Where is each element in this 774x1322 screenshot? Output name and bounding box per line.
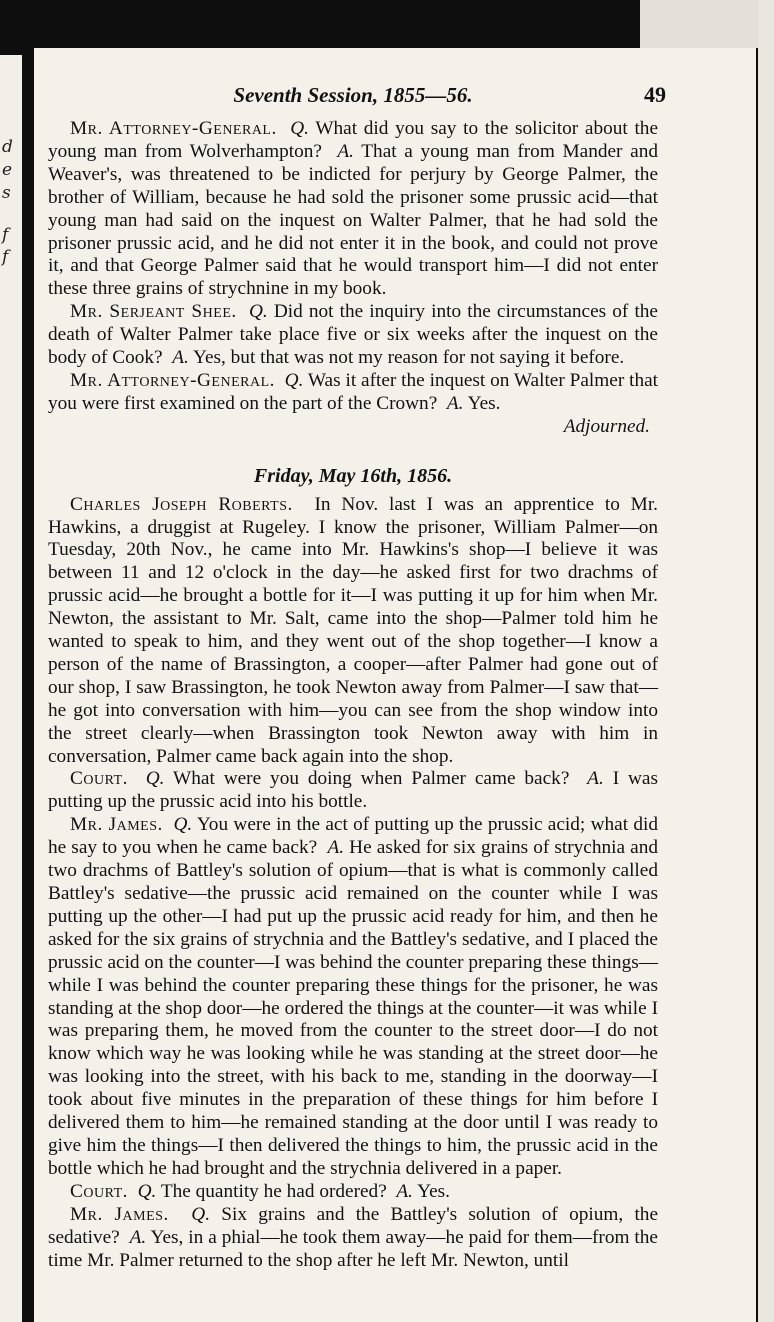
previous-page-fragment: f xyxy=(2,247,9,267)
witness-statement xyxy=(48,494,658,769)
question-text: Six grains and the Battley's solution of opium, the sedative? xyxy=(48,1203,659,1248)
question-marker: Q. xyxy=(191,1203,211,1225)
page-number: 49 xyxy=(644,82,666,107)
answer-text: Yes. xyxy=(417,1180,451,1202)
answer-text: I was putting up the prussic acid into his bottle. xyxy=(48,768,658,813)
running-head: Seventh Session, 1855—56. xyxy=(233,83,473,107)
answer-marker: A. xyxy=(172,347,189,369)
question-text: You were in the act of putting up the prussic acid; what did he say to you when he came back? xyxy=(48,814,659,859)
question-marker: Q. xyxy=(173,814,193,836)
page-edge-top xyxy=(640,0,774,48)
answer-marker: A. xyxy=(327,837,345,859)
previous-page-fragment: d xyxy=(2,137,13,157)
testimony-paragraph xyxy=(48,1204,658,1273)
speaker-name: Mr. Attorney-General. xyxy=(70,118,277,139)
answer-text: That a young man from Mander and Weaver's, was threatened to be indicted for perjury by George Palmer, the brother of William, because he had sold the prisoner some prussic acid—that young man had said on the inquest on Walter Palmer, that he had sold the prisoner prussic acid, and he did not enter it in the book, and could not prove it, and that George Palmer said that he would transport him—I did not enter these three grains of strychnine in my book. xyxy=(48,140,659,300)
previous-page-fragment: s xyxy=(2,183,11,203)
speaker-name: Mr. Attorney-General. xyxy=(70,369,275,391)
witness-text: In Nov. last I was an apprentice to Mr. Hawkins, a druggist at Rugeley. I know the prisoner, William Palmer—on Tuesday, 20th Nov., he came into Mr. Hawkins's shop—I believe it was between 11 and 12 o'clock in the day—he asked first for two drachms of prussic acid—he brought a bottle for it—I was putting it up for him when Mr. Newton, the assistant to Mr. Salt, came into the shop—Palmer told him he wanted to speak to him, and they went out of the shop together—I know a person of the name of Brassington, a cooper—after Palmer had gone out of our shop, I saw Brassington, he took Newton away from Palmer—I saw that—he got into conversation with him—you can see from the shop window into the street clearly—when Brassington took Newton away with him in conversation, Palmer came back again into the shop. xyxy=(48,493,658,767)
page-edge-right xyxy=(758,0,774,1322)
testimony-paragraph xyxy=(48,1181,658,1204)
testimony-paragraph xyxy=(48,814,658,1181)
testimony-paragraph xyxy=(48,301,658,370)
question-text: What did you say to the solicitor about the young man from Wolverhampton? xyxy=(48,118,659,162)
answer-text: Yes, but that was not my reason for not saying it before. xyxy=(192,347,625,369)
answer-marker: A. xyxy=(587,768,604,790)
previous-page-edge xyxy=(0,55,22,1322)
question-marker: Q. xyxy=(248,301,268,323)
page-header xyxy=(48,82,666,112)
answer-text: Yes. xyxy=(467,392,501,414)
question-text: Did not the inquiry into the circumstances of the death of Walter Palmer take place five or six weeks after the inquest on the body of Cook? xyxy=(48,301,658,369)
adjourned-note: Adjourned. xyxy=(563,415,650,437)
speaker-name: Court. xyxy=(70,1180,128,1202)
speaker-name: Mr. Serjeant Shee. xyxy=(70,301,237,323)
previous-page-fragment: e xyxy=(2,160,13,180)
question-text: The quantity he had ordered? xyxy=(160,1180,387,1202)
previous-page-fragment: f xyxy=(2,225,9,245)
question-text: Was it after the inquest on Walter Palmer that you were first examined on the part of the Crown? xyxy=(48,369,658,414)
testimony-paragraph xyxy=(48,118,658,301)
question-marker: Q. xyxy=(284,369,304,391)
page xyxy=(34,48,756,1322)
answer-marker: A. xyxy=(396,1180,414,1202)
answer-text: He asked for six grains of strychnia and two drachms of Battley's solution of opium—that is what is commonly called Battley's sedative—the prussic acid remained on the counter while I was putting up the other—I had put up the prussic acid ready for him, and then he asked for the six grains of strychnia and the Battley's sedative, and I placed the prussic acid on the counter—I was behind the counter preparing these things—while I was behind the counter preparing these things for the prisoner, he was standing at the shop door—he ordered the things at the counter—it was while I was preparing them, he moved from the counter to the street door—I do not know which way he was looking while he was standing at the street door—he was looking into the street, with his back to me, standing in the doorway—I took about five minutes in the preparation of these things for him before I delivered them to him—he remained standing at the door until I was ready to give him the things—I then delivered the things to him, the prussic acid in the bottle which he had brought and the strychnia delivered in a paper. xyxy=(48,837,659,1179)
question-marker: Q. xyxy=(145,768,165,790)
testimony-paragraph xyxy=(48,768,658,814)
page-content xyxy=(48,82,666,1272)
speaker-name: Court. xyxy=(70,768,128,790)
witness-name: Charles Joseph Roberts. xyxy=(70,493,293,515)
session-dateline: Friday, May 16th, 1856. xyxy=(253,464,453,487)
testimony-paragraph xyxy=(48,370,658,416)
question-marker: Q. xyxy=(290,118,309,139)
speaker-name: Mr. James. xyxy=(70,1203,169,1225)
answer-marker: A. xyxy=(129,1226,147,1248)
speaker-name: Mr. James. xyxy=(70,814,163,836)
answer-marker: A. xyxy=(446,392,464,414)
question-marker: Q. xyxy=(137,1180,157,1202)
answer-text: Yes, in a phial—he took them away—he paid for them—from the time Mr. Palmer returned to the shop after he left Mr. Newton, until xyxy=(48,1226,658,1271)
question-text: What were you doing when Palmer came back? xyxy=(173,768,570,790)
answer-marker: A. xyxy=(337,140,354,162)
